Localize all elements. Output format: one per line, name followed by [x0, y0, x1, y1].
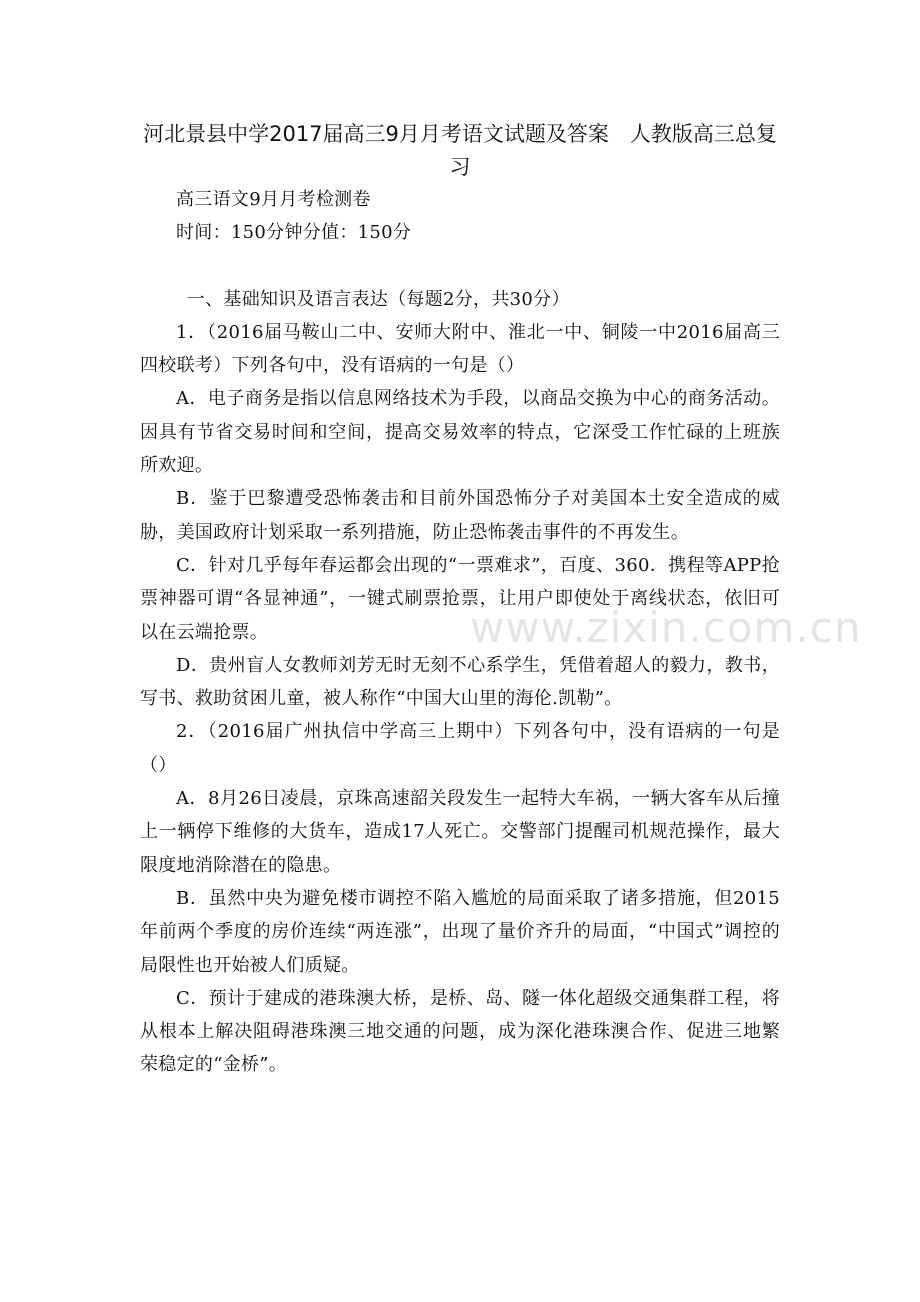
- blank-line: [140, 250, 780, 283]
- question-1-option-d: D．贵州盲人女教师刘芳无时无刻不心系学生，凭借着超人的毅力，教书，写书、救助贫困儿童，被人称作“中国大山里的海伦.凯勒”。: [140, 654, 780, 710]
- section-heading: 一、基础知识及语言表达（每题2分，共30分）: [186, 288, 570, 310]
- question-2-option-a: A．8月26日凌晨，京珠高速韶关段发生一起特大车祸，一辆大客车从后撞上一辆停下维修的大货车，造成17人死亡。交警部门提醒司机规范操作，最大限度地消除潜在的隐患。: [140, 788, 780, 876]
- question-1-option-c: C．针对几乎每年春运都会出现的“一票难求”，百度、360．携程等APP抢票神器可谓“各显神通”，一键式刷票抢票，让用户即使处于离线状态，依旧可以在云端抢票。: [140, 554, 780, 643]
- exam-subtitle: 高三语文9月月考检测卷: [176, 189, 371, 210]
- question-2-option-c: C．预计于建成的港珠澳大桥，是桥、岛、隧一体化超级交通集群工程，将从根本上解决阻碍港珠澳三地交通的问题，成为深化港珠澳合作、促进三地繁荣稳定的“金桥”。: [140, 987, 780, 1076]
- question-1-option-a: A．电子商务是指以信息网络技术为手段，以商品交换为中心的商务活动。因具有节省交易时间和空间，提高交易效率的特点，它深受工作忙碌的上班族所欢迎。: [140, 388, 780, 477]
- question-1-option-b: B．鉴于巴黎遭受恐怖袭击和目前外国恐怖分子对美国本土安全造成的威胁，美国政府计划采取一系列措施，防止恐怖袭击事件的不再发生。: [140, 488, 780, 543]
- question-1-stem: 1．（2016届马鞍山二中、安师大附中、淮北一中、铜陵一中2016届高三四校联考）下列各句中，没有语病的一句是（）: [140, 321, 780, 377]
- document-title: 河北景县中学2017届高三9月月考语文试题及答案 人教版高三总复习: [143, 122, 777, 179]
- question-2-stem: 2．（2016届广州执信中学高三上期中）下列各句中，没有语病的一句是（）: [140, 721, 780, 776]
- exam-time-info: 时间：150分钟分值：150分: [176, 222, 412, 244]
- question-2-option-b: B．虽然中央为避免楼市调控不陷入尴尬的局面采取了诸多措施，但2015年前两个季度的房价连续“两连涨”，出现了量价齐升的局面，“中国式”调控的局限性也开始被人们质疑。: [140, 887, 780, 976]
- watermark: www.zixin.com.cn: [470, 603, 862, 652]
